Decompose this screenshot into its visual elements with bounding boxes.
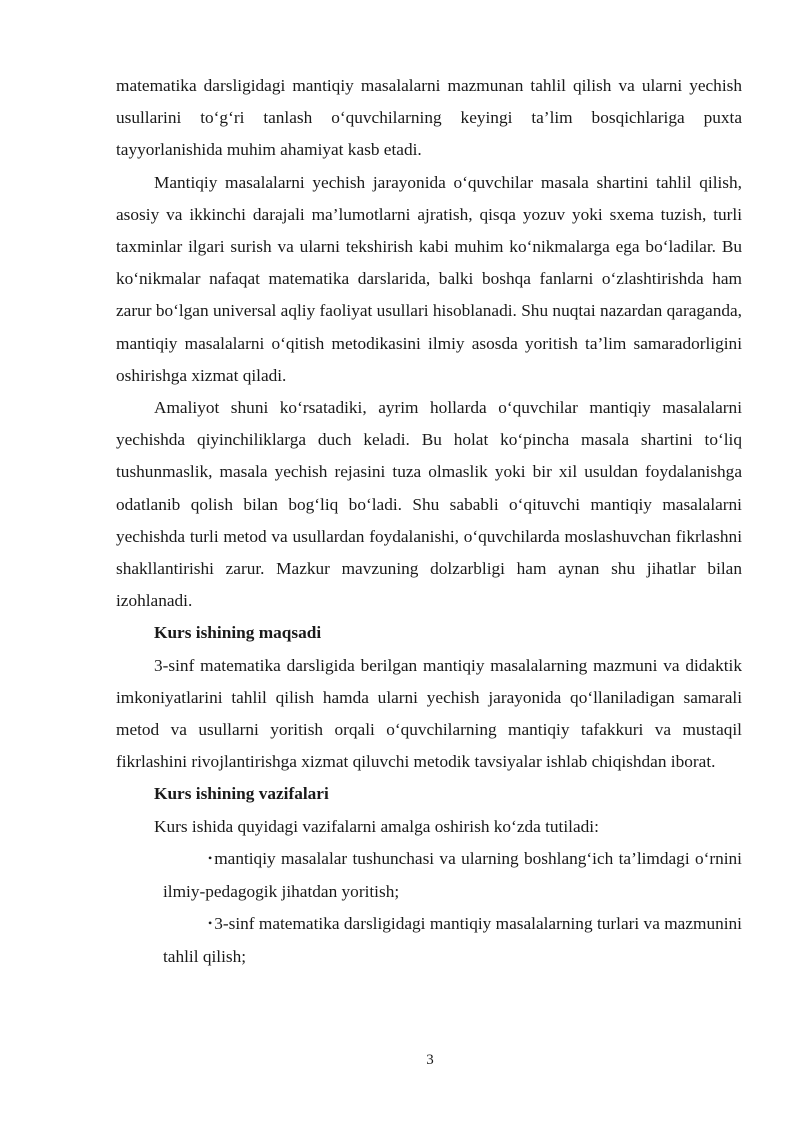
- page-number: 3: [426, 1052, 434, 1068]
- list-item: [163, 908, 742, 973]
- tasks-heading: Kurs ishining vazifalari: [154, 784, 329, 804]
- bullet-icon: •: [208, 916, 213, 931]
- bullet-icon: •: [208, 850, 213, 865]
- paragraph-1: matematika darsligidagi mantiqiy masalalarni mazmunan tahlil qilish va ularni yechish usullarini to‘g‘ri tanlash o‘quvchilarning keyingi ta’lim bosqichlariga puxta tayyorlanishida muhim ahamiyat kasb etadi.: [116, 76, 742, 160]
- page-content: [116, 70, 742, 974]
- tasks-intro: Kurs ishida quyidagi vazifalarni amalga oshirish ko‘zda tutiladi:: [154, 816, 599, 836]
- paragraph-2: Mantiqiy masalalarni yechish jarayonida o‘quvchilar masala shartini tahlil qilish, asosiy va ikkinchi darajali ma’lumotlarni ajratish, qisqa yozuv yoki sxema tuzish, turli taxminlar ilgari surish va ularni tekshirish kabi muhim ko‘nikmalarga ega bo‘ladilar. Bu ko‘nikmalar nafaqat matematika darslarida, balki boshqa fanlarni o‘zlashtirishda ham zarur bo‘lgan universal aqliy faoliyat usullari hisoblanadi. Shu nuqtai nazardan qaraganda, mantiqiy masalalarni o‘qitish metodikasini ilmiy asosda yoritish ta’lim samaradorligini oshirishga xizmat qiladi.: [116, 172, 742, 385]
- list-item-text: mantiqiy masalalar tushunchasi va ularning boshlang‘ich ta’limdagi o‘rnini ilmiy-pedagogik jihatdan yoritish;: [163, 848, 742, 902]
- list-item-text: 3-sinf matematika darsligidagi mantiqiy masalalarning turlari va mazmunini tahlil qilish;: [163, 914, 742, 967]
- paragraph-3: Amaliyot shuni ko‘rsatadiki, ayrim hollarda o‘quvchilar mantiqiy masalalarni yechishda qiyinchiliklarga duch keladi. Bu holat ko‘pincha masala shartini to‘liq tushunmaslik, masala yechish rejasini tuza olmaslik yoki bir xil usuldan foydalanishga odatlanib qolish bilan bog‘liq bo‘ladi. Shu sababli o‘qituvchi mantiqiy masalalarni yechishda turli metod va usullardan foydalanishi, o‘quvchilarda moslashuvchan fikrlashni shakllantirishi zarur. Mazkur mavzuning dolzarbligi ham aynan shu jihatlar bilan izohlanadi.: [116, 398, 742, 611]
- list-item: [163, 843, 742, 908]
- goal-heading: Kurs ishining maqsadi: [154, 623, 322, 643]
- goal-paragraph: 3-sinf matematika darsligida berilgan mantiqiy masalalarning mazmuni va didaktik imkoniyatlarini tahlil qilish hamda ularni yechish jarayonida qo‘llaniladigan samarali metod va usullarni yoritish orqali o‘quvchilarning mantiqiy tafakkuri va mustaqil fikrlashini rivojlantirishga xizmat qiluvchi metodik tavsiyalar ishlab chiqishdan iborat.: [116, 655, 742, 772]
